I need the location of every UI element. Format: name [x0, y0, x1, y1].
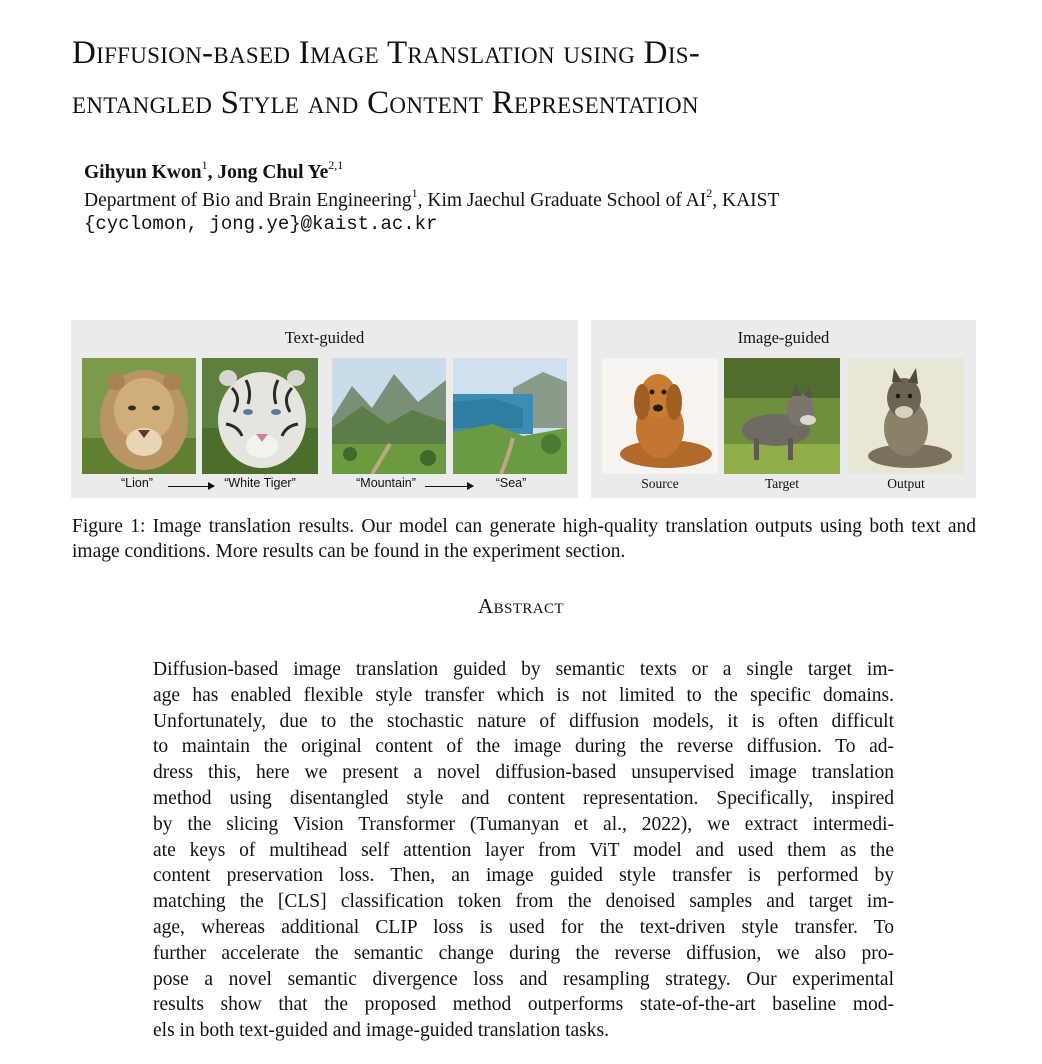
- source-dog-image: [602, 358, 718, 474]
- author-email: {cyclomon, jong.ye}@kaist.ac.kr: [84, 213, 438, 235]
- caption-mountain: “Mountain”: [356, 476, 416, 490]
- author-separator: ,: [207, 162, 218, 183]
- abstract-line: results show that the proposed method outperforms state-of-the-art baseline mod-: [153, 994, 894, 1016]
- abstract-line: method using disentangled style and content representation. Specifically, inspired: [153, 787, 894, 809]
- arrow-icon: [425, 486, 473, 487]
- lion-image: [82, 358, 196, 474]
- abstract-line: content preservation loss. Then, an image guided style transfer is performed by: [153, 865, 894, 887]
- abstract-line: further accelerate the semantic change during the reverse diffusion, we also pro-: [153, 942, 894, 964]
- abstract-line: Diffusion-based image translation guided by semantic texts or a single target im-: [153, 659, 894, 680]
- abstract-line: by the slicing Vision Transformer (Tumanyan et al., 2022), we extract intermedi-: [153, 813, 894, 835]
- abstract-line: Unfortunately, due to the stochastic nature of diffusion models, it is often difficult: [153, 710, 894, 732]
- output-image: [848, 358, 964, 474]
- figure-panel-image-guided: [591, 320, 976, 498]
- abstract-body: [153, 657, 894, 1044]
- target-wolf-image: [724, 358, 840, 474]
- caption-sea: “Sea”: [495, 476, 527, 490]
- figure-caption: Figure 1: Image translation results. Our model can generate high-quality translation outputs using both text and image conditions. More results can be found in the experiment section.: [72, 516, 976, 562]
- author-list: [84, 158, 343, 184]
- affiliation-dept: Department of Bio and Brain Engineering: [84, 190, 412, 211]
- title-line-2: entangled Style and Content Representation: [72, 85, 699, 121]
- caption-source: Source: [641, 476, 679, 491]
- panel-heading: Text-guided: [284, 328, 365, 347]
- abstract-line: els in both text-guided and image-guided translation tasks.: [153, 1020, 609, 1042]
- affiliation-institution: , KAIST: [712, 190, 780, 211]
- white-tiger-image: [202, 358, 318, 474]
- sea-image: [453, 358, 567, 474]
- mountain-image: [332, 358, 446, 474]
- abstract-line: age has enabled flexible style transfer which is not limited to the specific domains.: [153, 684, 894, 706]
- author-superscript: 2,1: [328, 158, 344, 172]
- panel-heading: Image-guided: [737, 328, 830, 347]
- title-line-1: Diffusion-based Image Translation using Dis-: [72, 35, 701, 71]
- affiliation-superscript: 1: [411, 186, 418, 200]
- abstract-line: ate keys of multihead self attention layer from ViT model and used them as the: [153, 839, 894, 861]
- abstract-line: to maintain the original content of the image during the reverse diffusion. To ad-: [153, 736, 894, 758]
- abstract-line: dress this, here we present a novel diffusion-based unsupervised image translation: [153, 762, 894, 784]
- affiliation-superscript: 2: [706, 186, 713, 200]
- affiliation: [84, 186, 779, 212]
- abstract-heading: Abstract: [478, 594, 564, 618]
- caption-output: Output: [887, 476, 925, 491]
- arrow-icon: [168, 486, 214, 487]
- affiliation-school: , Kim Jaechul Graduate School of AI: [417, 190, 707, 211]
- author-name: Jong Chul Ye: [217, 162, 329, 183]
- author-superscript: 1: [201, 158, 208, 172]
- paper-title: [72, 28, 1002, 128]
- author-name: Gihyun Kwon: [84, 162, 202, 183]
- caption-target: Target: [764, 476, 800, 491]
- abstract-line: matching the [CLS] classification token from the denoised samples and target im-: [153, 891, 894, 913]
- abstract-line: age, whereas additional CLIP loss is used for the text-driven style transfer. To: [153, 916, 894, 938]
- abstract-line: pose a novel semantic divergence loss and resampling strategy. Our experimental: [153, 968, 894, 990]
- caption-lion: “Lion”: [121, 476, 153, 490]
- caption-white-tiger: “White Tiger”: [224, 476, 296, 490]
- figure-panel-text-guided: [71, 320, 578, 498]
